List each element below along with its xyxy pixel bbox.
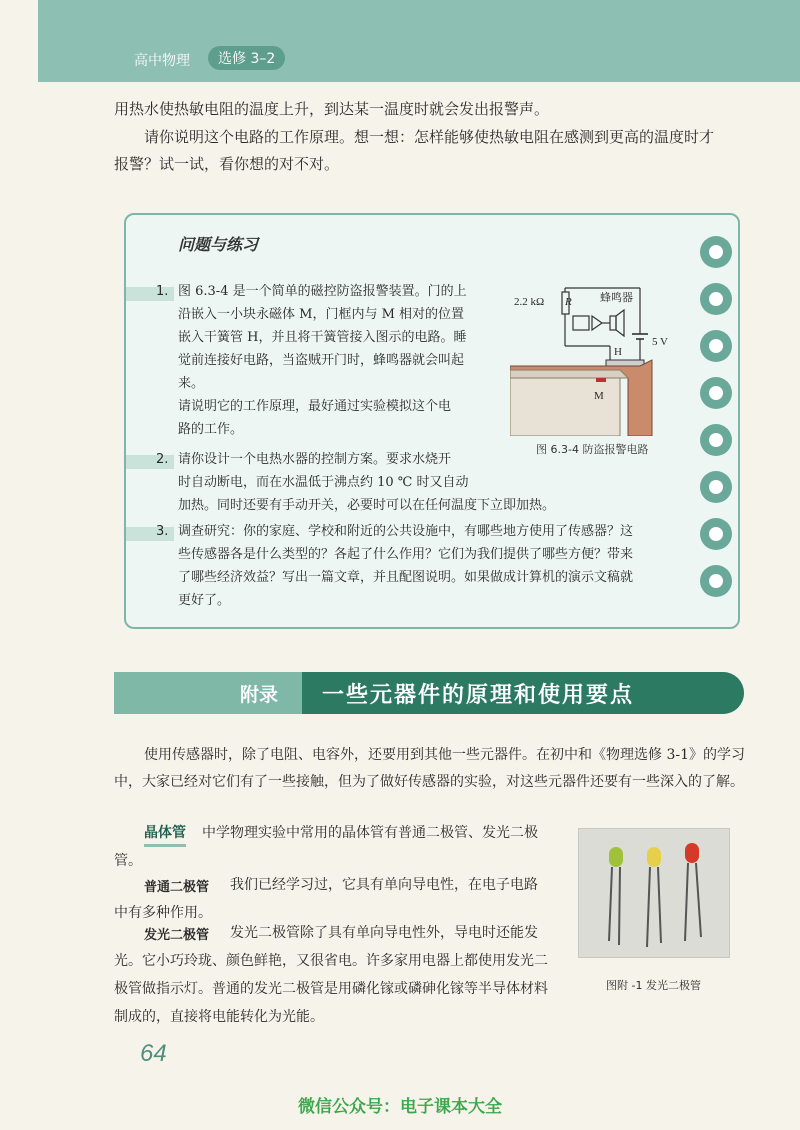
intro-line-3: 报警？试一试，看你想的对不对。 [114,155,340,173]
appendix-title: 一些元器件的原理和使用要点 [322,683,635,708]
item-number: 3. [156,524,169,539]
exercise-item-3 [178,520,698,612]
magnet-icon [596,378,606,382]
yellow-led-icon [647,847,661,947]
reed-switch-icon [606,360,644,366]
led-diodes-illustration [579,829,729,957]
buzzer-icon [610,316,616,330]
led-text-1: 发光二极管除了具有单向导电性外，导电时还能发 [230,925,538,941]
binder-ring-icon [700,471,732,503]
schmitt-trigger-icon [573,316,589,330]
footer-watermark: 微信公众号：电子课本大全 [298,1097,502,1117]
item-line: 更好了。 [178,593,231,608]
led-text-3: 极管做指示灯。普通的发光二极管是用磷化镓或磷砷化镓等半导体材料 [114,981,548,997]
item-line: 沿嵌入一小块永磁体 M，门框内与 M 相对的位置 [178,307,465,322]
item-line: 图 6.3-4 是一个简单的磁控防盗报警装置。门的上 [178,284,467,299]
buzzer-label: 蜂鸣器 [600,291,633,304]
item-number: 1. [156,284,169,299]
led-text-4: 制成的，直接将电能转化为光能。 [114,1009,324,1025]
binder-ring-icon [700,330,732,362]
item-line: 请你设计一个电热水器的控制方案。要求水烧开 [178,452,452,467]
binder-ring-icon [700,565,732,597]
door-icon [510,378,620,436]
led-text-2: 光。它小巧玲珑、颜色鲜艳，又很省电。许多家用电器上都使用发光二 [114,953,548,969]
binder-ring-icon [700,283,732,315]
item-line: 加热。同时还要有手动开关，必要时可以在任何温度下立即加热。 [178,498,556,513]
page-number: 64 [140,1040,167,1067]
diode-label: 普通二极管 [144,880,210,895]
binder-ring-icon [700,236,732,268]
diode-text-2: 中有多种作用。 [114,905,212,921]
volume-badge: 选修 3–2 [208,46,285,70]
burglar-alarm-circuit-diagram [510,286,660,436]
transistor-text-2: 管。 [114,853,142,869]
item-line: 调查研究：你的家庭、学校和附近的公共设施中，有哪些地方使用了传感器？这 [178,524,634,539]
item-line: 路的工作。 [178,422,244,437]
item-line: 时自动断电，而在水温低于沸点约 10 ℃ 时又自动 [178,475,469,490]
exercise-item-2 [178,448,678,517]
voltage-label: 5 V [652,336,668,348]
photo-caption: 图附 -1 发光二极管 [606,979,701,992]
binder-tabs [700,236,736,612]
binder-ring-icon [700,377,732,409]
appendix-label: 附录 [240,684,279,706]
appendix-intro-1: 使用传感器时，除了电阻、电容外，还要用到其他一些元器件。在初中和《物理选修 3-1》的学习 [144,747,745,763]
item-number: 2. [156,452,169,467]
section-label-transistor: 晶体管 [144,822,186,847]
intro-line-1: 用热水使热敏电阻的温度上升，到达某一温度时就会发出报警声。 [114,100,550,118]
h-label: H [614,346,622,358]
m-label: M [594,390,604,402]
item-line: 嵌入干簧管 H，并且将干簧管接入图示的电路。睡 [178,330,467,345]
green-led-icon [609,847,623,945]
figure-caption: 图 6.3-4 防盗报警电路 [536,443,649,456]
r-label: R [565,296,572,308]
binder-ring-icon [700,518,732,550]
appendix-intro-2: 中，大家已经对它们有了一些接触，但为了做好传感器的实验，对这些元器件还要有一些深入的了解。 [114,774,744,790]
led-label: 发光二极管 [144,928,210,943]
book-title: 高中物理 [134,53,190,69]
diode-text-1: 我们已经学习过，它具有单向导电性，在电子电路 [230,877,538,893]
transistor-text-1: 中学物理实验中常用的晶体管有普通二极管、发光二极 [202,825,538,841]
item-line: 请说明它的工作原理，最好通过实验模拟这个电 [178,399,452,414]
resistor-label: 2.2 kΩ [514,296,545,308]
intro-line-2: 请你说明这个电路的工作原理。想一想：怎样能够使热敏电阻在感测到更高的温度时才 [144,128,715,146]
item-line: 了哪些经济效益？写出一篇文章，并且配图说明。如果做成计算机的演示文稿就 [178,570,634,585]
binder-ring-icon [700,424,732,456]
led-photo [578,828,730,958]
inverter-icon [592,316,602,330]
item-line: 些传感器各是什么类型的？各起了什么作用？它们为我们提供了哪些方便？带来 [178,547,634,562]
item-line: 觉前连接好电路，当盗贼开门时，蜂鸣器就会叫起 [178,353,465,368]
item-line: 来。 [178,376,205,391]
red-led-icon [685,843,701,941]
exercise-item-1 [178,280,508,441]
exercise-title: 问题与练习 [178,235,259,254]
